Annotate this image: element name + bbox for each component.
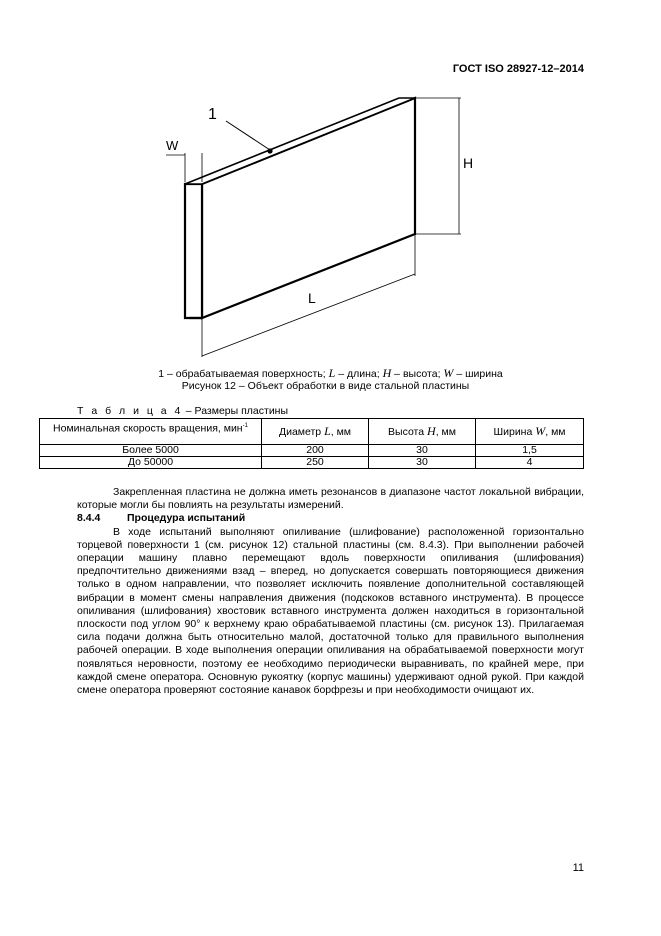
figure-label-1: 1 (208, 106, 217, 123)
legend-var-l: L (328, 366, 336, 380)
header-diameter: Диаметр L, мм (262, 419, 369, 445)
header-width: Ширина W, мм (476, 419, 584, 445)
plate-drawing (185, 98, 415, 318)
header-speed: Номинальная скорость вращения, мин$^{-1}$ (40, 419, 262, 445)
table-caption (77, 405, 288, 417)
leader-line-1 (226, 121, 270, 150)
section-heading (77, 512, 584, 525)
cell-diameter: 200 (262, 445, 369, 457)
paragraph-procedure: В ходе испытаний выполняют опиливание (шлифование) расположенной горизонтально торцевой поверхности 1 (см. рисунок 12) стальной пластины (см. 8.4.3). При выполнении рабочей операции машину плавно перемещают вдоль поверхности опиливания (шлифования) предпочтительно движениями взад – вперед, но допускается совершать повторяющиеся движения только в одном направлении, что позволяет исключить появление дополнительной составляющей вибрации в момент смены направления движения (подскоков вставного инструмента). В процессе опиливания (шлифования) хвостовик вставного инструмента должен находиться в горизонтальной плоскости под углом 90° к верхнему краю обрабатываемой пластины (см. рисунок 13). Прилагаемая сила подачи должна быть относительно малой, достаточной только для правильного выполнения рабочей операции. В ходе выполнения операции опиливания на обрабатываемой поверхности могут появляться неровности, поэтому ее необходимо периодически выравнивать, по крайней мере, при каждой смене оператора. Основную рукоятку (корпус машины) удерживают одной рукой. При каждой смене оператора проверяют состояние канавок борфрезы и при необходимости очищают их. (77, 525, 584, 697)
cell-diameter: 250 (262, 457, 369, 469)
table-row (40, 445, 584, 457)
table-row (40, 457, 584, 469)
legend-text: – высота; (391, 368, 444, 380)
legend-text: 1 – обрабатываемая поверхность; (158, 368, 329, 380)
legend-text: – длина; (335, 368, 383, 380)
cell-width: 1,5 (476, 445, 584, 457)
section-number: 8.4.4 (77, 512, 101, 525)
figure-legend (0, 366, 661, 381)
cell-height: 30 (369, 457, 476, 469)
figure-caption: Рисунок 12 – Объект обработки в виде стальной пластины (181, 380, 470, 392)
legend-var-w: W (443, 366, 454, 380)
table-caption-label: Т а б л и ц а 4 (77, 405, 183, 417)
plate-front-face (202, 98, 415, 318)
figure-label-w: W (166, 138, 179, 153)
plate-end-face (185, 184, 202, 318)
steel-plate-figure (0, 0, 661, 400)
page-number: 11 (572, 862, 584, 874)
section-title: Процедура испытаний (127, 512, 246, 525)
header-height: Высота H, мм (369, 419, 476, 445)
cell-width: 4 (476, 457, 584, 469)
table-caption-title: – Размеры пластины (182, 405, 289, 417)
figure-label-h: H (463, 155, 474, 171)
cell-speed: Более 5000 (40, 445, 262, 457)
leader-dot-1 (267, 148, 272, 153)
legend-var-h: H (382, 366, 392, 380)
document-standard-header: ГОСТ ISO 28927-12–2014 (452, 63, 584, 75)
legend-text: – ширина (453, 368, 503, 380)
cell-height: 30 (369, 445, 476, 457)
figure-label-l: L (308, 290, 316, 306)
paragraph-resonance: Закрепленная пластина не должна иметь резонансов в диапазоне частот локальной вибрации, которые могли бы повлиять на результаты измерений. (77, 486, 584, 512)
plate-sizes-table (39, 418, 584, 469)
body-text (77, 486, 584, 697)
cell-speed: До 50000 (40, 457, 262, 469)
table-header-row (40, 419, 584, 445)
